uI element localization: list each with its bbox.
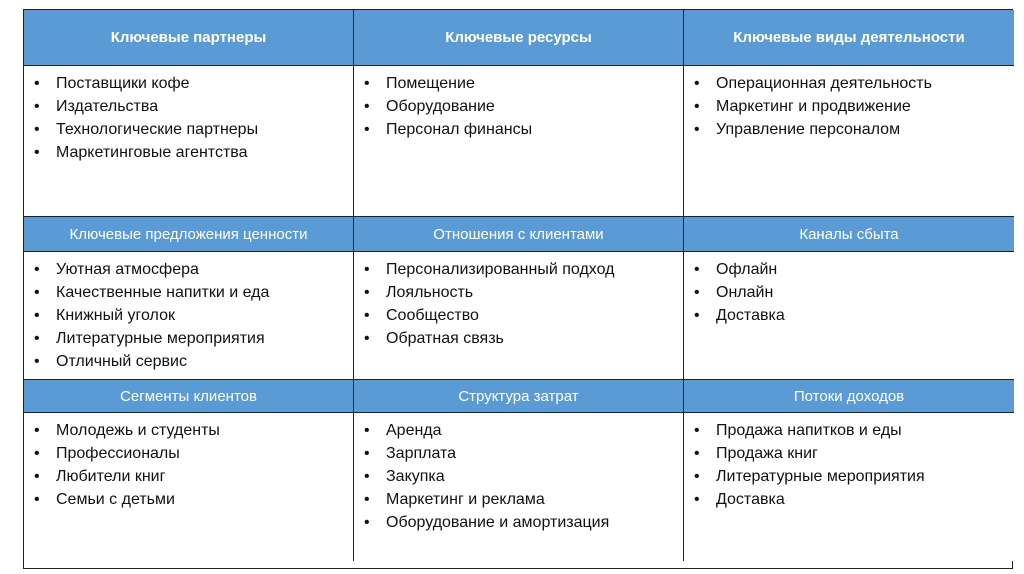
header-value-propositions: Ключевые предложения ценности [24, 217, 354, 252]
list-item: • Отличный сервис [32, 350, 345, 373]
list-item: • Качественные напитки и еда [32, 281, 345, 304]
header-key-activities: Ключевые виды деятельности [684, 10, 1014, 66]
header-key-resources: Ключевые ресурсы [354, 10, 684, 66]
list-item: • Маркетинговые агентства [32, 141, 345, 164]
list-item: • Литературные мероприятия [32, 327, 345, 350]
list-key-activities [692, 72, 1006, 141]
list-item: • Зарплата [362, 442, 675, 465]
list-item: • Литературные мероприятия [692, 465, 1006, 488]
list-item: • Профессионалы [32, 442, 345, 465]
list-item: • Продажа напитков и еды [692, 419, 1006, 442]
list-item: • Любители книг [32, 465, 345, 488]
list-revenue-streams [692, 419, 1006, 511]
list-item: • Семьи с детьми [32, 488, 345, 511]
list-item: • Помещение [362, 72, 675, 95]
header-key-partners: Ключевые партнеры [24, 10, 354, 66]
list-item: • Закупка [362, 465, 675, 488]
cell-customer-relationships [354, 252, 684, 380]
header-revenue-streams: Потоки доходов [684, 380, 1014, 413]
list-item: • Доставка [692, 488, 1006, 511]
list-item: • Персонал финансы [362, 118, 675, 141]
list-item: • Оборудование и амортизация [362, 511, 675, 534]
cell-key-activities [684, 66, 1014, 217]
list-item: • Книжный уголок [32, 304, 345, 327]
cell-cost-structure [354, 413, 684, 561]
cell-channels [684, 252, 1014, 380]
list-item: • Технологические партнеры [32, 118, 345, 141]
cell-revenue-streams [684, 413, 1014, 561]
list-item: • Операционная деятельность [692, 72, 1006, 95]
list-item: • Доставка [692, 304, 1006, 327]
list-item: • Молодежь и студенты [32, 419, 345, 442]
list-item: • Аренда [362, 419, 675, 442]
list-item: • Персонализированный подход [362, 258, 675, 281]
header-customer-relationships: Отношения с клиентами [354, 217, 684, 252]
list-cost-structure [362, 419, 675, 534]
list-customer-segments [32, 419, 345, 511]
cell-customer-segments [24, 413, 354, 561]
business-model-canvas-table [23, 9, 1013, 569]
list-item: • Маркетинг и реклама [362, 488, 675, 511]
list-channels [692, 258, 1006, 327]
list-item: • Маркетинг и продвижение [692, 95, 1006, 118]
list-item: • Сообщество [362, 304, 675, 327]
cell-key-partners [24, 66, 354, 217]
list-item: • Управление персоналом [692, 118, 1006, 141]
list-item: • Оборудование [362, 95, 675, 118]
header-customer-segments: Сегменты клиентов [24, 380, 354, 413]
list-item: • Поставщики кофе [32, 72, 345, 95]
cell-value-propositions [24, 252, 354, 380]
list-item: • Офлайн [692, 258, 1006, 281]
list-key-resources [362, 72, 675, 141]
list-value-propositions [32, 258, 345, 373]
list-item: • Издательства [32, 95, 345, 118]
header-channels: Каналы сбыта [684, 217, 1014, 252]
list-item: • Продажа книг [692, 442, 1006, 465]
list-item: • Лояльность [362, 281, 675, 304]
list-item: • Обратная связь [362, 327, 675, 350]
list-customer-relationships [362, 258, 675, 350]
list-item: • Онлайн [692, 281, 1006, 304]
cell-key-resources [354, 66, 684, 217]
header-cost-structure: Структура затрат [354, 380, 684, 413]
list-key-partners [32, 72, 345, 164]
list-item: • Уютная атмосфера [32, 258, 345, 281]
